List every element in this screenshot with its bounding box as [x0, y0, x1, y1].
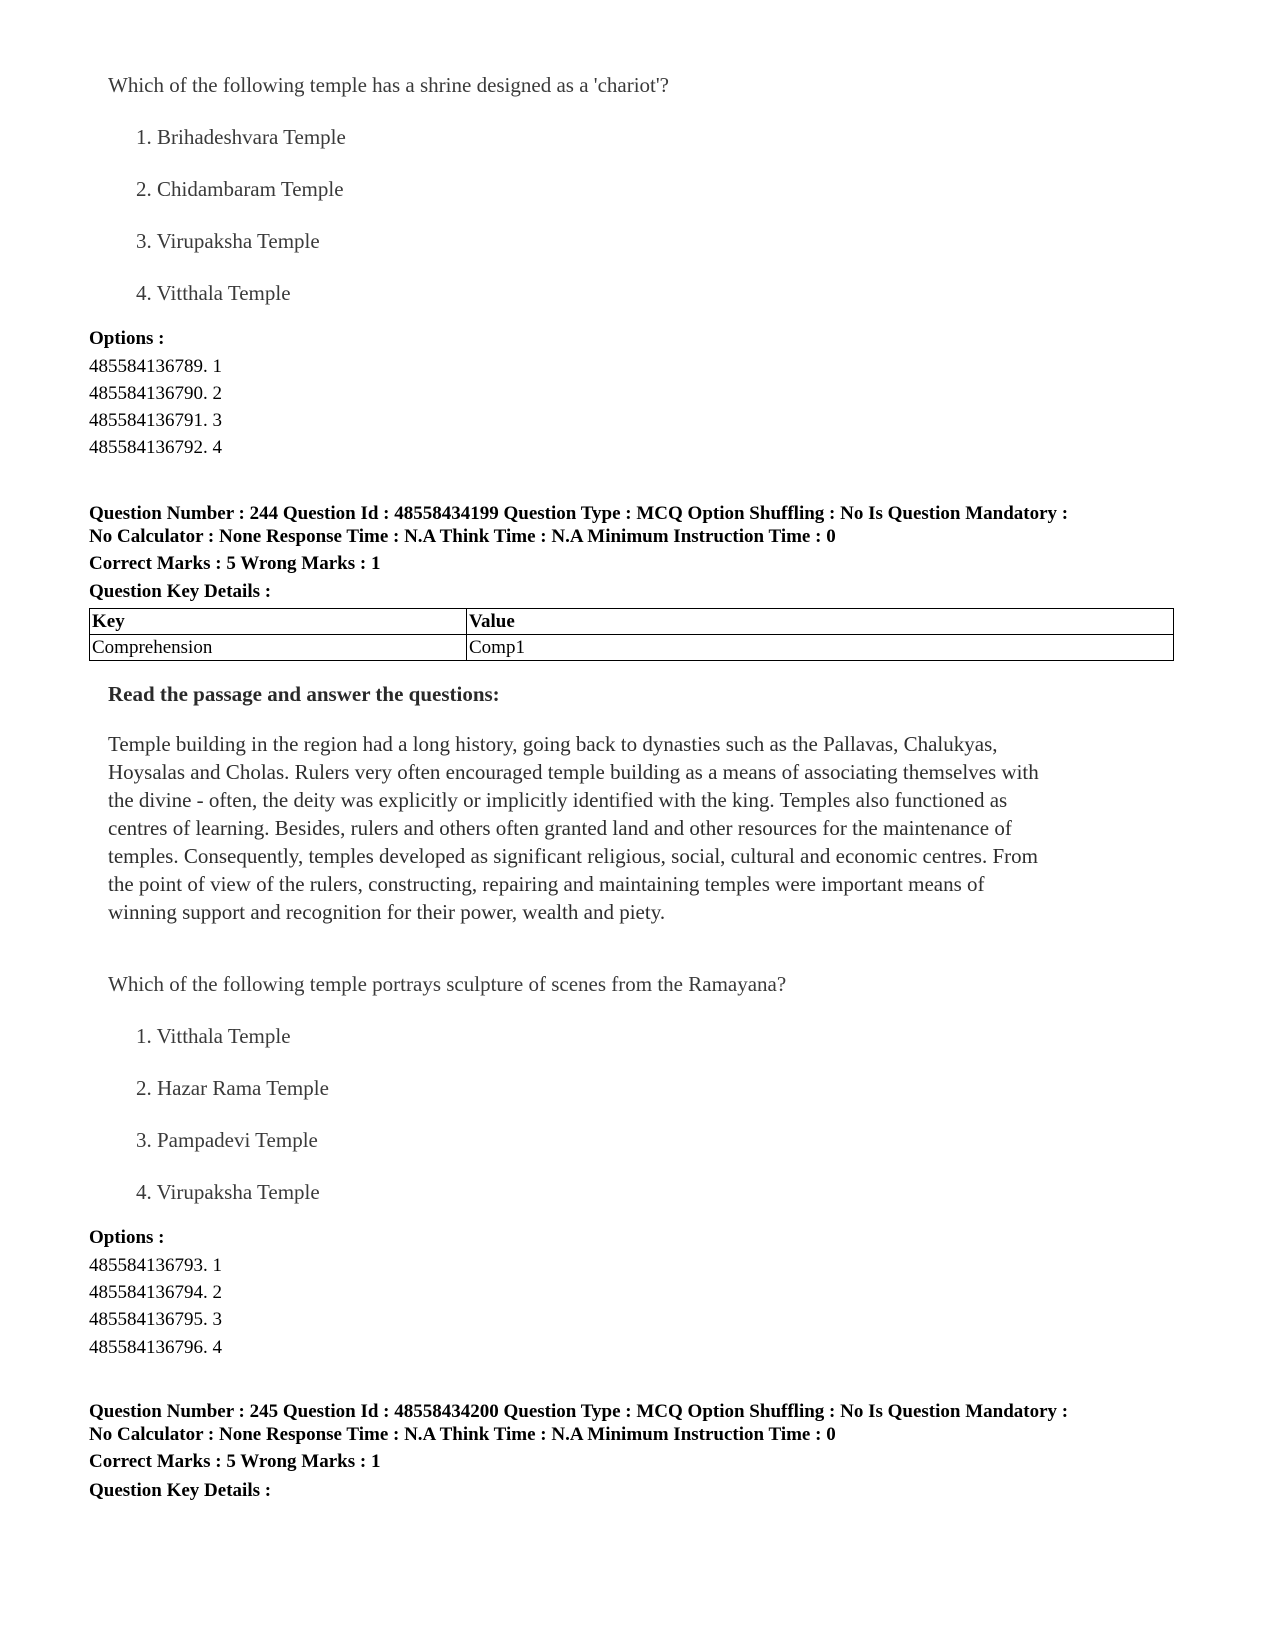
question-key-details-label: Question Key Details : — [89, 581, 272, 602]
key-table-header-value: Value — [467, 609, 1174, 635]
question-stem: Which of the following temple portrays sculpture of scenes from the Ramayana? — [108, 972, 787, 996]
key-table-cell-value: Comp1 — [467, 635, 1174, 661]
option-id: 485584136795. 3 — [89, 1309, 222, 1330]
choice-item: 4. Vitthala Temple — [136, 281, 291, 305]
key-table-header-key: Key — [90, 609, 467, 635]
passage-line: the divine - often, the deity was explicitly or implicitly identified with the king. Temples also functioned as — [108, 788, 1008, 812]
option-id: 485584136792. 4 — [89, 437, 222, 458]
key-table-cell-key: Comprehension — [90, 635, 467, 661]
question-meta-line2: No Calculator : None Response Time : N.A Think Time : N.A Minimum Instruction Time : 0 — [89, 1424, 836, 1445]
passage-line: winning support and recognition for their power, wealth and piety. — [108, 900, 666, 924]
question-stem: Which of the following temple has a shrine designed as a 'chariot'? — [108, 73, 669, 97]
choice-item: 3. Pampadevi Temple — [136, 1128, 318, 1152]
key-table — [89, 608, 1174, 661]
question-marks: Correct Marks : 5 Wrong Marks : 1 — [89, 553, 381, 574]
options-label: Options : — [89, 328, 165, 349]
option-id: 485584136793. 1 — [89, 1255, 222, 1276]
option-id: 485584136794. 2 — [89, 1282, 222, 1303]
option-id: 485584136796. 4 — [89, 1337, 222, 1358]
choice-item: 1. Brihadeshvara Temple — [136, 125, 346, 149]
key-table-header-row — [90, 609, 1174, 635]
passage-title: Read the passage and answer the questions: — [108, 682, 500, 706]
choice-item: 1. Vitthala Temple — [136, 1024, 291, 1048]
question-meta-line2: No Calculator : None Response Time : N.A Think Time : N.A Minimum Instruction Time : 0 — [89, 526, 836, 547]
passage-line: Temple building in the region had a long history, going back to dynasties such as the Pallavas, Chalukyas, — [108, 732, 998, 756]
option-id: 485584136791. 3 — [89, 410, 222, 431]
key-table-row — [90, 635, 1174, 661]
question-marks: Correct Marks : 5 Wrong Marks : 1 — [89, 1451, 381, 1472]
passage-line: Hoysalas and Cholas. Rulers very often encouraged temple building as a means of associating themselves with — [108, 760, 1039, 784]
option-id: 485584136789. 1 — [89, 356, 222, 377]
passage-line: the point of view of the rulers, constructing, repairing and maintaining temples were important means of — [108, 872, 985, 896]
option-id: 485584136790. 2 — [89, 383, 222, 404]
question-meta-line1: Question Number : 245 Question Id : 48558434200 Question Type : MCQ Option Shuffling : No Is Question Mandatory : — [89, 1401, 1069, 1422]
choice-item: 3. Virupaksha Temple — [136, 229, 320, 253]
passage-line: centres of learning. Besides, rulers and others often granted land and other resources for the maintenance of — [108, 816, 1012, 840]
question-meta-line1: Question Number : 244 Question Id : 48558434199 Question Type : MCQ Option Shuffling : No Is Question Mandatory : — [89, 503, 1069, 524]
passage-text — [108, 730, 1178, 926]
choice-item: 4. Virupaksha Temple — [136, 1180, 320, 1204]
choice-item: 2. Hazar Rama Temple — [136, 1076, 329, 1100]
choice-item: 2. Chidambaram Temple — [136, 177, 344, 201]
question-key-details-label: Question Key Details : — [89, 1480, 272, 1501]
passage-line: temples. Consequently, temples developed as significant religious, social, cultural and economic centres. From — [108, 844, 1038, 868]
options-label: Options : — [89, 1227, 165, 1248]
